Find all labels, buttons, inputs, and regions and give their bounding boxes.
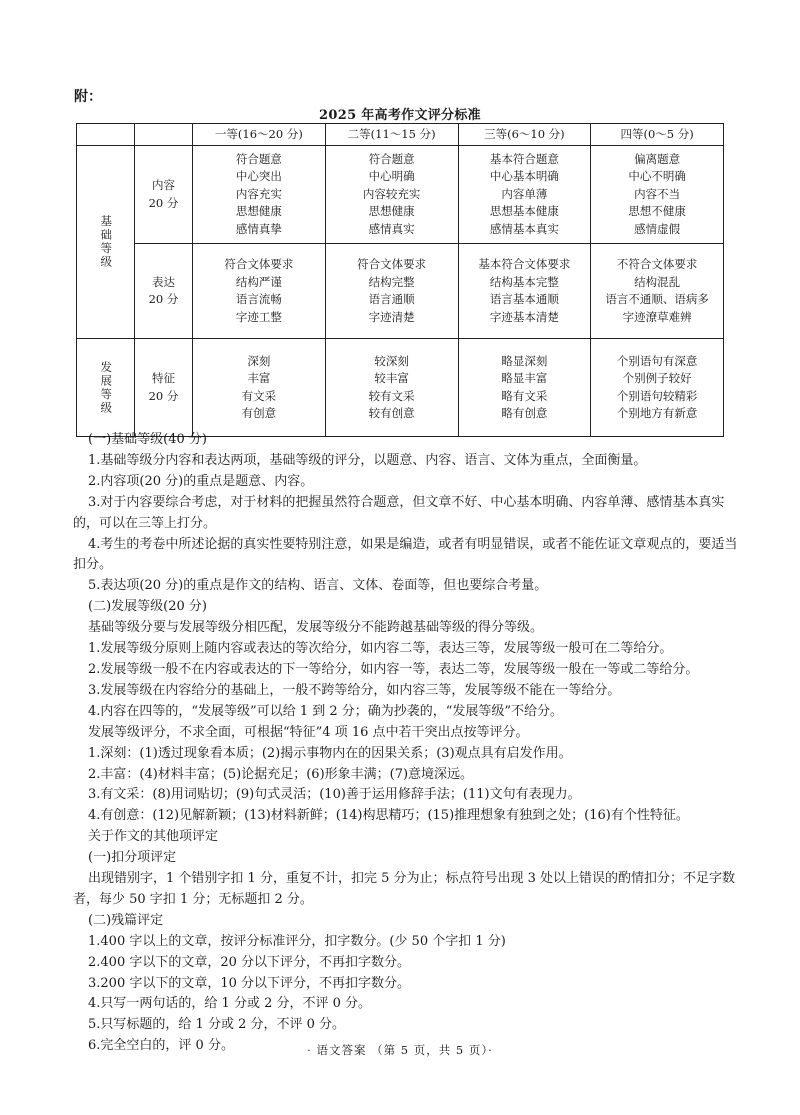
table-title: 2025 年高考作文评分标准 [319,108,481,123]
paragraph: 3.发展等级在内容给分的基础上，一般不跨等给分，如内容三等，发展等级不能在一等给分。 [88,682,621,698]
paragraph: 1.发展等级分原则上随内容或表达的等次给分，如内容二等，表达三等，发展等级一般可在二等给分。 [88,641,673,657]
criterion-text: 略显深刻 [501,353,548,368]
criterion-text: 思想健康 [368,204,415,219]
group-label: 发展等级 [99,360,114,415]
criterion-text: 符合题意 [235,151,282,166]
rubric-table [76,123,724,437]
criterion-text: 个别地方有新意 [616,406,698,420]
criterion-text: 感情基本真实 [489,221,559,236]
paragraph: 6.完全空白的，评 0 分。 [88,1038,234,1054]
grade-cell [458,339,591,437]
item-points: 20 分 [148,292,179,306]
criterion-text: 语言基本通顺 [489,292,559,306]
criterion-text: 结构基本完整 [489,274,559,289]
item-cell [135,146,193,244]
paragraph: 4.考生的考卷中所述论据的真实性要特别注意，如果是编造，或者有明显错误，或者不能佐证文章观点的，要适当扣分。 [73,536,738,573]
criterion-text: 语言流畅 [235,292,282,306]
criterion-text: 结构严谨 [235,274,282,289]
criterion-text: 较有创意 [368,406,415,420]
header-grade-3: 三等(6～10 分) [458,124,591,146]
paragraph: 4.内容在四等的，“发展等级”可以给 1 到 2 分；确为抄袭的，“发展等级”不给分。 [88,703,564,719]
criterion-text: 基本符合文体要求 [478,257,571,271]
paragraph: 2.内容项(20 分)的重点是题意、内容。 [88,473,314,489]
section-heading: (一)扣分项评定 [88,850,177,866]
paragraph: 3.200 字以下的文章，10 分以下评分，不再扣字数分。 [88,975,411,991]
criterion-text: 较深刻 [374,353,409,368]
grade-cell [325,339,458,437]
paragraph: 3.对于内容要综合考虑，对于材料的把握虽然符合题意，但文章不好、中心基本明确、内容单薄、感情基本真实的，可以在三等上打分。 [73,494,725,531]
item-points: 20 分 [148,195,179,210]
criterion-text: 较有文采 [368,388,415,403]
criterion-text: 字迹清楚 [368,309,415,324]
paragraph: 1.深刻：(1)透过现象看本质；(2)揭示事物内在的因果关系；(3)观点具有启发作用。 [88,745,572,761]
group-label: 基础等级 [99,215,114,269]
grade-cell [458,146,591,244]
paragraph: 1.400 字以上的文章，按评分标准评分，扣字数分。(少 50 个字扣 1 分) [88,933,506,949]
criterion-text: 有文采 [241,388,277,403]
criterion-text: 中心不明确 [628,169,686,184]
paragraph: 4.只写一两句话的，给 1 分或 2 分，不评 0 分。 [88,996,372,1012]
item-label: 特征 [152,371,175,385]
paragraph: 2.发展等级一般不在内容或表达的下一等给分，如内容一等，表达二等，发展等级一般在一等或二等给分。 [88,661,699,677]
criterion-text: 内容单薄 [501,186,548,201]
criterion-text: 字迹潦草难辨 [622,309,692,324]
item-points: 20 分 [148,388,179,403]
table-row [77,339,724,437]
criterion-text: 略有文采 [501,388,548,403]
section-heading: (一)基础等级(40 分) [88,432,207,447]
paragraph: 4.有创意：(12)见解新颖；(13)材料新鲜；(14)构思精巧；(15)推理想象有独到之处；(16)有个性特征。 [88,808,689,824]
paragraph: 出现错别字，1 个错别字扣 1 分，重复不计，扣完 5 分为止；标点符号出现 3 处以上错误的酌情扣分；不足字数者，每少 50 字扣 1 分；无标题扣 2 分。 [73,871,736,907]
grade-cell [193,146,326,244]
criterion-text: 符合文体要求 [224,257,294,271]
criterion-text: 略显丰富 [501,371,548,385]
criterion-text: 思想不健康 [628,204,686,219]
criterion-text: 内容不当 [634,186,681,201]
criterion-text: 思想基本健康 [489,204,559,219]
table-row [77,244,724,339]
criterion-text: 符合文体要求 [357,257,427,271]
criterion-text: 结构完整 [368,274,415,289]
section-heading: 关于作文的其他项评定 [88,829,219,845]
criterion-text: 语言通顺 [368,292,415,306]
criterion-text: 思想健康 [235,204,282,219]
criterion-text: 感情真挚 [235,221,282,236]
paragraph: 3.有文采：(8)用词贴切；(9)句式灵活；(10)善于运用修辞手法；(11)文句有表现力。 [88,787,581,803]
group-cell-development [77,339,135,437]
item-label: 内容 [152,178,175,192]
section-heading: (二)残篇评定 [88,912,164,928]
criterion-text: 偏离题意 [634,151,681,166]
grade-cell [193,244,326,339]
criterion-text: 个别例子较好 [622,371,692,385]
grade-cell [325,244,458,339]
appendix-label: 附： [74,89,102,105]
criterion-text: 中心明确 [368,169,415,184]
header-empty [135,124,193,146]
criterion-text: 内容较充实 [362,186,421,201]
criterion-text: 结构混乱 [634,274,681,289]
grade-cell [458,244,591,339]
table-header-row [77,124,724,146]
criterion-text: 有创意 [241,406,277,420]
header-grade-2: 二等(11～15 分) [325,124,458,146]
grade-cell [325,146,458,244]
criterion-text: 略有创意 [501,406,548,420]
grade-cell [193,339,326,437]
item-cell [135,244,193,339]
paragraph: 5.表达项(20 分)的重点是作文的结构、语言、文体、卷面等，但也要综合考量。 [88,578,548,594]
paragraph: 1.基础等级分内容和表达两项，基础等级的评分，以题意、内容、语言、文体为重点，全面衡量。 [88,452,647,468]
criterion-text: 感情虚假 [634,221,681,236]
grade-cell [591,339,724,437]
paragraph: 2.丰富：(4)材料丰富；(5)论据充足；(6)形象丰满；(7)意境深远。 [88,766,474,782]
body-text [73,430,748,1057]
criterion-text: 中心基本明确 [489,169,559,184]
criterion-text: 感情真实 [368,221,415,236]
criterion-text: 符合题意 [368,151,415,166]
grade-cell [591,146,724,244]
group-cell-basic [77,146,135,339]
paragraph: 2.400 字以下的文章，20 分以下评分，不再扣字数分。 [88,954,411,970]
section-heading: (二)发展等级(20 分) [88,599,207,615]
item-label: 表达 [152,274,175,289]
criterion-text: 内容充实 [235,186,282,201]
paragraph: 5.只写标题的，给 1 分或 2 分，不评 0 分。 [88,1017,346,1033]
grade-cell [591,244,724,339]
criterion-text: 字迹工整 [235,309,282,324]
criterion-text: 不符合文体要求 [616,257,698,271]
table-row [77,146,724,244]
criterion-text: 基本符合题意 [489,151,559,166]
criterion-text: 丰富 [247,371,271,385]
criterion-text: 深刻 [247,353,271,368]
criterion-text: 字迹基本清楚 [489,309,559,324]
criterion-text: 较丰富 [374,371,409,385]
header-grade-4: 四等(0～5 分) [591,124,724,146]
header-grade-1: 一等(16～20 分) [193,124,326,146]
criterion-text: 中心突出 [235,169,282,184]
criterion-text: 语言不通顺、语病多 [605,292,709,306]
paragraph: 基础等级分要与发展等级分相匹配，发展等级分不能跨越基础等级的得分等级。 [88,620,544,636]
paragraph: 发展等级评分，不求全面，可根据“特征”4 项 16 点中若干突出点按等评分。 [88,724,529,740]
page-footer: · 语文答案 （第 5 页，共 5 页）· [307,1043,493,1057]
header-empty [77,124,135,146]
criterion-text: 个别语句有深意 [616,353,698,368]
item-cell [135,339,193,437]
criterion-text: 个别语句较精彩 [616,388,698,403]
